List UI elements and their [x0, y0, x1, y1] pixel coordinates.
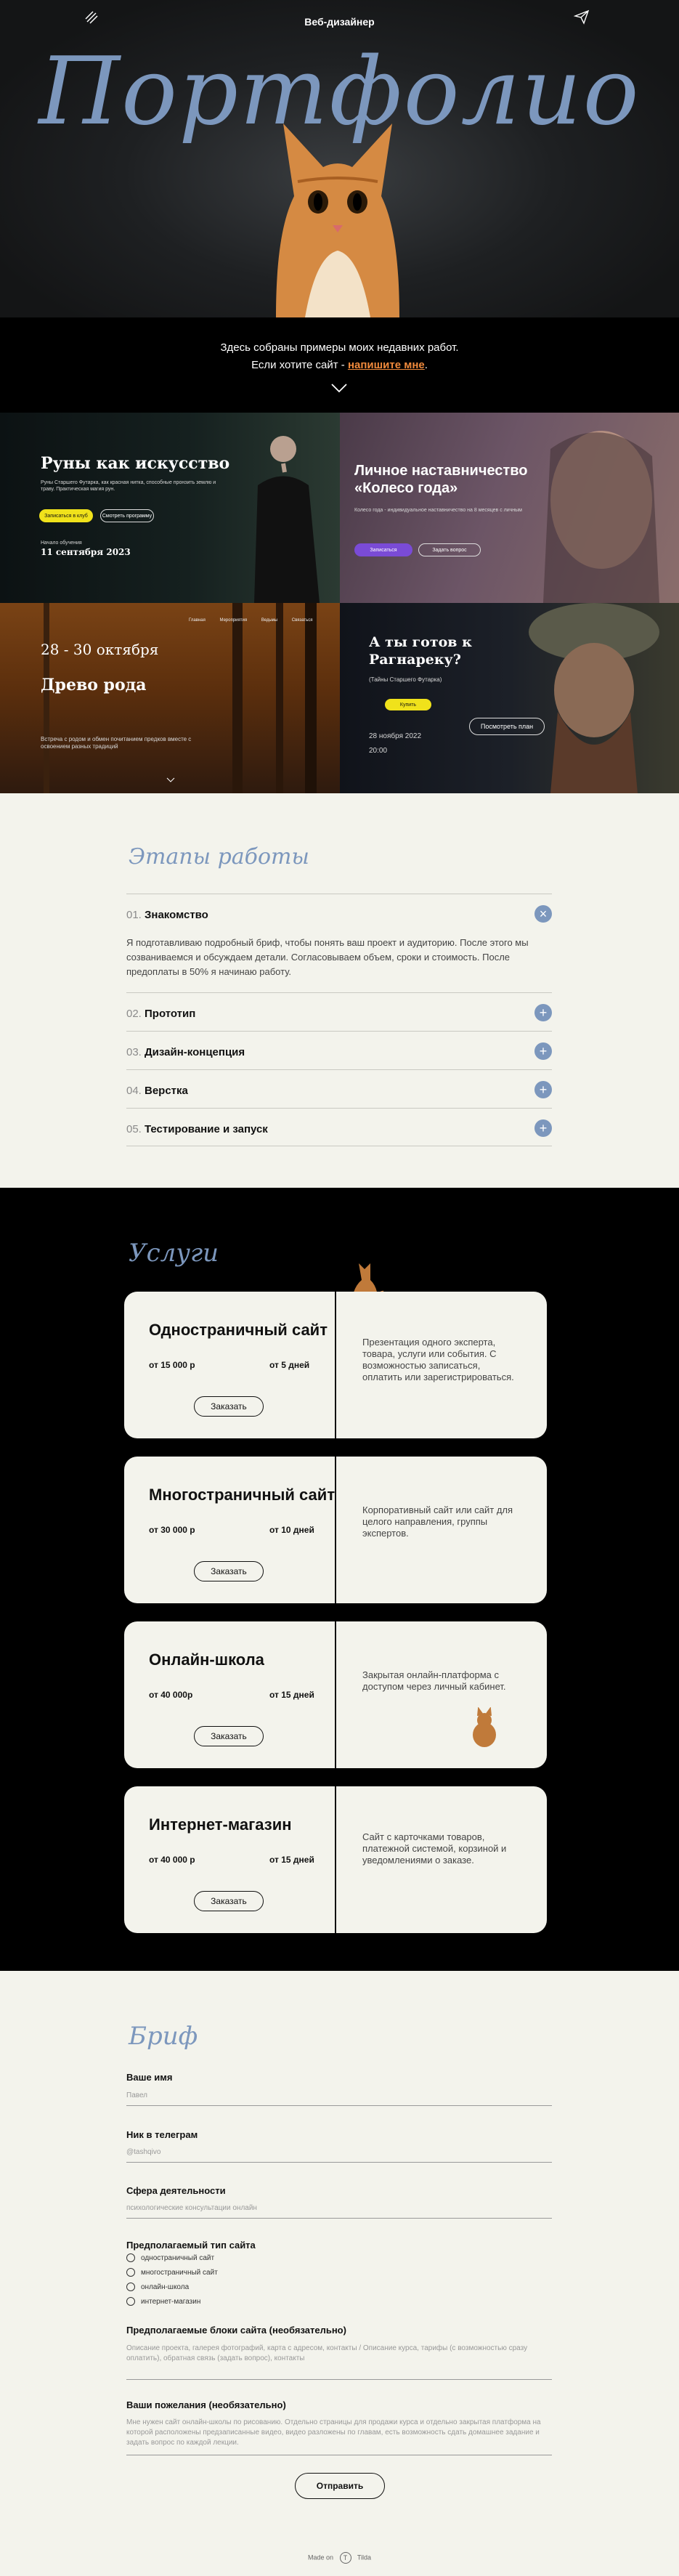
service-price: от 15 000 р — [149, 1360, 195, 1370]
service-price: от 30 000 р — [149, 1525, 195, 1535]
ask-question-button[interactable]: Задать вопрос — [418, 543, 481, 556]
sphere-field[interactable]: психологические консультации онлайн — [126, 2203, 552, 2219]
stage-name: Дизайн-концепция — [145, 1046, 245, 1058]
service-days: от 10 дней — [269, 1525, 314, 1535]
stage-number: 05. — [126, 1123, 142, 1135]
plus-icon[interactable]: + — [534, 1042, 552, 1060]
order-button[interactable]: Заказать — [194, 1396, 264, 1417]
chevron-down-icon[interactable] — [330, 383, 348, 393]
telegram-label: Ник в телеграм — [126, 2129, 198, 2140]
stage-name: Тестирование и запуск — [145, 1123, 268, 1135]
portfolio-tile-mentoring[interactable] — [340, 413, 679, 603]
order-button[interactable]: Заказать — [194, 1561, 264, 1581]
stage-text: Я подготавливаю подробный бриф, чтобы понять ваш проект и аудиторию. После этого мы созваниваемся и обсуждаем детали. Согласовываем объем, сроки и стоимость. После предоплаты в 50% я начинаю работу. — [126, 937, 529, 977]
brand-label[interactable]: Tilda — [357, 2553, 372, 2561]
portfolio-tile-runes[interactable] — [0, 413, 340, 603]
service-desc: Сайт с карточками товаров, платежной системой, корзиной и уведомлениями о заказе. — [362, 1831, 507, 1866]
radio-option[interactable]: интернет-магазин — [126, 2297, 200, 2306]
tile-title: Древо рода — [41, 676, 147, 694]
sphere-label: Сфера деятельности — [126, 2185, 226, 2196]
brief-title: Бриф — [129, 2022, 198, 2051]
service-name: Интернет-магазин — [149, 1815, 292, 1834]
card-divider — [335, 1786, 336, 1933]
stage-item[interactable] — [126, 1108, 552, 1146]
radio-icon[interactable] — [126, 2283, 135, 2291]
order-button[interactable]: Заказать — [194, 1891, 264, 1911]
stage-number: 04. — [126, 1085, 142, 1097]
stages-title: Этапы работы — [129, 844, 309, 870]
event-time: 20:00 — [369, 747, 388, 755]
service-name: Многостраничный сайт — [149, 1486, 336, 1504]
plus-icon[interactable]: + — [534, 1081, 552, 1098]
chevron-down-icon[interactable] — [166, 777, 175, 783]
tile-title: Личное наставничество «Колесо года» — [354, 463, 528, 496]
man-photo — [240, 427, 334, 603]
contact-link[interactable]: напишите мне — [347, 359, 425, 371]
stage-number: 03. — [126, 1046, 142, 1058]
plus-icon[interactable]: + — [534, 1004, 552, 1021]
plus-icon[interactable]: + — [534, 1119, 552, 1137]
close-icon[interactable]: × — [534, 905, 552, 923]
name-label: Ваше имя — [126, 2072, 173, 2083]
tile-text: Колесо года - индивидуальное наставничество на 8 месяцев с личным — [354, 508, 522, 513]
service-card — [124, 1292, 547, 1438]
stage-item[interactable] — [126, 1031, 552, 1069]
tile-subtitle: (Тайны Старшего Футарка) — [369, 676, 442, 683]
brief-section — [0, 1971, 679, 2576]
name-field[interactable]: Павел — [126, 2091, 552, 2106]
buy-button[interactable]: Купить — [385, 699, 431, 710]
start-date: 11 сентября 2023 — [41, 547, 131, 557]
stage-number: 02. — [126, 1008, 142, 1020]
hero-section — [0, 0, 679, 317]
portfolio-tile-tree[interactable] — [0, 603, 340, 793]
woman-photo — [521, 420, 667, 603]
stage-item[interactable] — [126, 992, 552, 1031]
event-date: 28 ноября 2022 — [369, 732, 422, 740]
service-desc: Закрытая онлайн-платформа с доступом через личный кабинет. — [362, 1669, 506, 1692]
warrior-photo — [507, 603, 679, 793]
service-days: от 15 дней — [269, 1690, 314, 1700]
forest-photo — [0, 603, 340, 793]
view-plan-button[interactable]: Посмотреть план — [469, 718, 545, 735]
blocks-label: Предполагаемые блоки сайта (необязательно) — [126, 2325, 346, 2336]
tilda-logo-icon[interactable]: T — [340, 2552, 351, 2564]
stage-number: 01. — [126, 909, 142, 921]
service-card — [124, 1457, 547, 1603]
paper-plane-icon[interactable] — [574, 9, 590, 25]
intro-section — [0, 317, 679, 413]
service-name: Онлайн-школа — [149, 1650, 264, 1669]
stage-name: Прототип — [145, 1008, 196, 1020]
intro-line-1: Здесь собраны примеры моих недавних работ. — [220, 341, 459, 354]
service-desc: Презентация одного эксперта, товара, услуги или события. С возможностью записаться, оплатить или зарегистрироваться. — [362, 1337, 514, 1382]
radio-option[interactable]: онлайн-школа — [126, 2283, 189, 2291]
cat-photo — [254, 109, 421, 317]
services-section — [0, 1188, 679, 1971]
radio-option[interactable]: многостраничный сайт — [126, 2268, 218, 2277]
stage-item[interactable] — [126, 894, 552, 978]
tile-nav: Главная Мероприятия Ведьмы Связаться — [189, 618, 313, 623]
stage-item[interactable] — [126, 1069, 552, 1108]
site-title: Веб-дизайнер — [304, 16, 375, 28]
wishes-label: Ваши пожелания (необязательно) — [126, 2399, 286, 2410]
service-price: от 40 000р — [149, 1690, 193, 1700]
service-days: от 15 дней — [269, 1855, 314, 1865]
service-name: Одностраничный сайт — [149, 1321, 328, 1339]
tile-title: А ты готов к Рагнареку? — [369, 634, 472, 668]
tile-title: Руны как искусство — [41, 454, 230, 473]
stage-name: Знакомство — [145, 909, 208, 921]
radio-icon[interactable] — [126, 2297, 135, 2306]
submit-button[interactable]: Отправить — [295, 2473, 385, 2499]
made-on-label: Made on — [307, 2553, 333, 2561]
join-club-button[interactable]: Записаться в клуб — [39, 509, 93, 522]
wishes-textarea[interactable]: Мне нужен сайт онлайн-школы по рисованию. Отдельно страницы для продажи курса и отдельно закрытая платформа на которой расположены предзаписанные видео, видео разложены по главам, есть возможность сдать домашнее задание и задать вопрос по каждой лекции. — [126, 2418, 552, 2455]
order-button[interactable]: Заказать — [194, 1726, 264, 1746]
blocks-textarea[interactable]: Описание проекта, галерея фотографий, карта с адресом, контакты / Описание курса, тарифы (с возможностью сразу оплатить), обратная связь (задать вопрос), контакты — [126, 2344, 552, 2380]
telegram-field[interactable]: @tashqivo — [126, 2147, 552, 2163]
card-divider — [335, 1292, 336, 1438]
signup-button[interactable]: Записаться — [354, 543, 412, 556]
portfolio-tile-ragnarok[interactable] — [340, 603, 679, 793]
service-price: от 40 000 р — [149, 1855, 195, 1865]
footer — [0, 2552, 679, 2564]
site-type-label: Предполагаемый тип сайта — [126, 2240, 256, 2251]
event-date: 28 - 30 октября — [41, 641, 159, 658]
tile-text: Руны Старшего Футарка, как красная нитка, способные пронзить землю и траву. Практическая магия рун. — [41, 480, 216, 492]
intro-line-2: Если хотите сайт - напишите мне. — [251, 359, 428, 371]
hero-title: Портфолио — [38, 38, 641, 146]
start-label: Начало обучения — [41, 540, 82, 546]
stages-section — [0, 793, 679, 1188]
card-divider — [335, 1457, 336, 1603]
services-title: Услуги — [129, 1239, 219, 1268]
cat-illustration — [470, 1707, 499, 1748]
service-days: от 5 дней — [269, 1360, 310, 1370]
tile-text: Встреча с родом и обмен почитанием предков вместе с освоением разных традиций — [41, 736, 192, 750]
card-divider — [335, 1621, 336, 1768]
radio-icon[interactable] — [126, 2253, 135, 2262]
radio-icon[interactable] — [126, 2268, 135, 2277]
service-card — [124, 1786, 547, 1933]
view-program-button[interactable]: Смотреть программу — [100, 509, 154, 522]
stage-name: Верстка — [145, 1085, 188, 1097]
radio-option[interactable]: одностраничный сайт — [126, 2253, 214, 2262]
service-card — [124, 1621, 547, 1768]
service-desc: Корпоративный сайт или сайт для целого направления, группы экспертов. — [362, 1504, 513, 1539]
